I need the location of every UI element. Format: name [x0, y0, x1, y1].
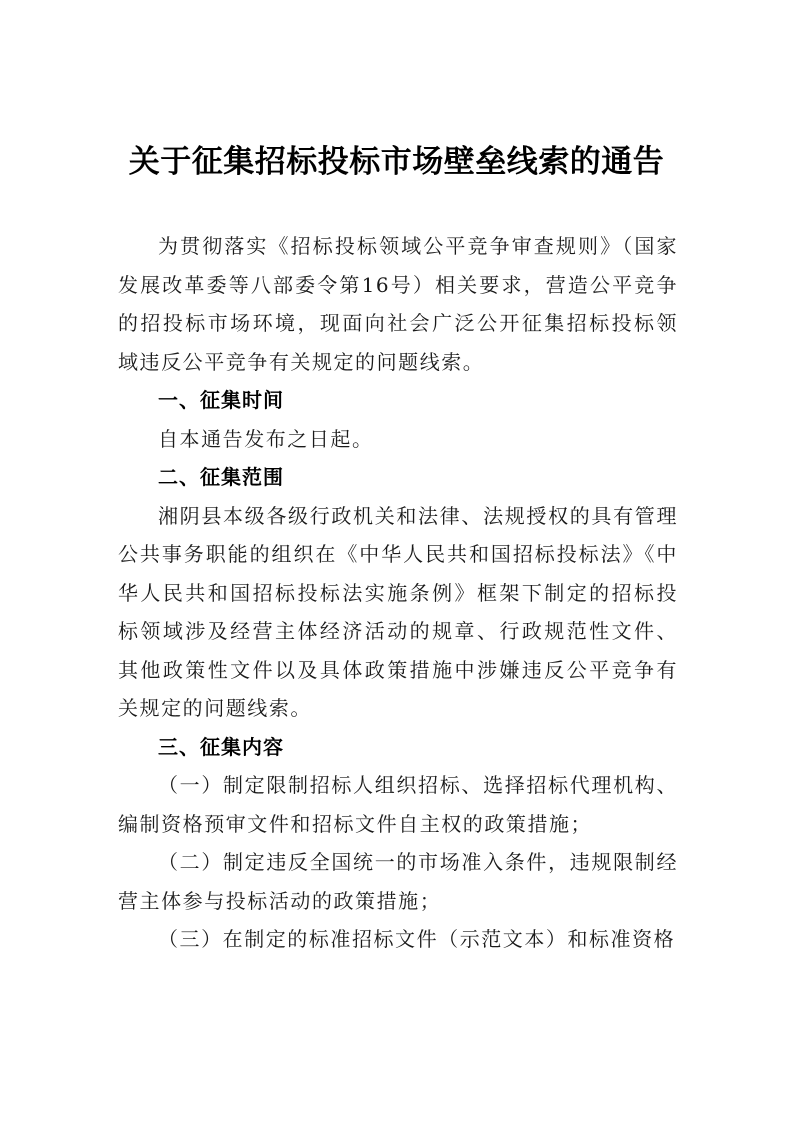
- content-item: （三）在制定的标准招标文件（示范文本）和标准资格: [158, 927, 676, 951]
- intro-paragraph: 为贯彻落实《招标投标领域公平竞争审查规则》（国家发展改革委等八部委令第16号）相关要求，营造公平竞争的招投标市场环境，现面向社会广泛公开征集招标投标领域违反公平竞争有关规定的问题线索。: [118, 234, 678, 374]
- section-heading-collection-content: 三、征集内容: [158, 734, 284, 759]
- content-item: （一）制定限制招标人组织招标、选择招标代理机构、编制资格预审文件和招标文件自主权的政策措施；: [118, 773, 678, 836]
- section-heading-collection-time: 一、征集时间: [158, 388, 284, 412]
- document-title: 关于征集招标投标市场壁垒线索的通告: [128, 144, 665, 180]
- content-item: （二）制定违反全国统一的市场准入条件，违规限制经营主体参与投标活动的政策措施；: [118, 850, 678, 913]
- section-heading-collection-scope: 二、征集范围: [158, 465, 284, 489]
- document-body: [118, 227, 678, 959]
- collection-time-paragraph: 自本通告发布之日起。: [158, 426, 374, 451]
- collection-scope-paragraph: 湘阴县本级各级行政机关和法律、法规授权的具有管理公共事务职能的组织在《中华人民共和国招标投标法》《中华人民共和国招标投标法实施条例》框架下制定的招标投标领域涉及经营主体经济活动的规章、行政规范性文件、其他政策性文件以及具体政策措施中涉嫌违反公平竞争有关规定的问题线索。: [118, 503, 678, 720]
